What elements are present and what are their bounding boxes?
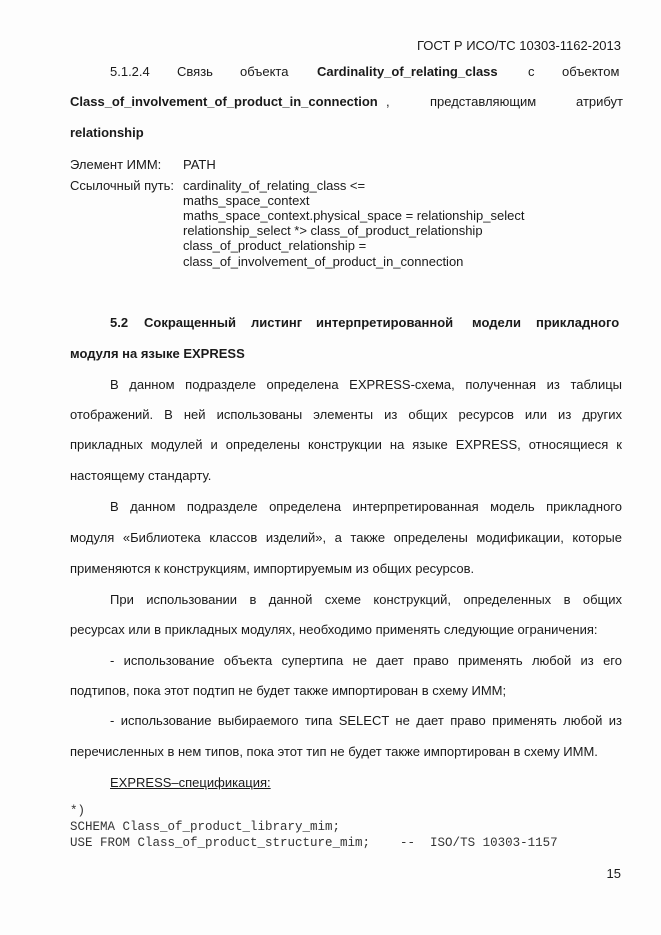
word-obektom: объектом <box>562 64 620 79</box>
p1-line: настоящему стандарту. <box>70 468 212 483</box>
heading-word: Сокращенный <box>144 315 237 330</box>
p2-line: применяются к конструкциям, импортируемым из общих ресурсов. <box>70 561 475 576</box>
bullet-2-line: перечисленных в нем типов, пока этот тип не будет также импортирован в схему ИММ. <box>70 744 598 759</box>
word-obekta: объекта <box>240 64 289 79</box>
ref-path-line: maths_space_context.physical_space = relationship_select <box>183 208 525 223</box>
heading-word: листинг <box>251 315 303 330</box>
code-line: USE FROM Class_of_product_structure_mim; -- ISO/TS 10303-1157 <box>70 836 558 850</box>
p2-line: модуля «Библиотека классов изделий», а также определены модификации, которые <box>70 530 622 545</box>
word-svyaz: Связь <box>177 64 213 79</box>
ref-path-line: maths_space_context <box>183 193 310 208</box>
p1-line: В данном подразделе определена EXPRESS-схема, полученная из таблицы <box>110 377 622 392</box>
p3-line: ресурсах или в прикладных модулях, необходимо применять следующие ограничения: <box>70 622 598 637</box>
heading-word: интерпретированной <box>316 315 454 330</box>
bullet-1-line: подтипов, пока этот подтип не будет также импортирован в схему ИММ; <box>70 683 507 698</box>
element-value: PATH <box>183 157 216 172</box>
page-number: 15 <box>606 866 621 881</box>
attribute-name: relationship <box>70 125 144 140</box>
ref-path-line: class_of_product_relationship = <box>183 238 367 253</box>
ref-path-line: class_of_involvement_of_product_in_connection <box>183 254 464 269</box>
entity-name: Cardinality_of_relating_class <box>317 64 498 79</box>
ref-path-line: cardinality_of_relating_class <= <box>183 178 366 193</box>
p2-line: В данном подразделе определена интерпретированная модель прикладного <box>110 499 622 514</box>
express-spec-label: EXPRESS–спецификация: <box>110 775 271 790</box>
heading-word: модели <box>472 315 521 330</box>
word-s: с <box>528 64 535 79</box>
ref-path-line: relationship_select *> class_of_product_relationship <box>183 223 483 238</box>
comma: , <box>386 94 390 109</box>
code-line: *) <box>70 804 86 818</box>
word-predstavlyayushchim: представляющим <box>430 94 537 109</box>
heading-word: прикладного <box>536 315 620 330</box>
p3-line: При использовании в данной схеме конструкций, определенных в общих <box>110 592 622 607</box>
standard-header: ГОСТ Р ИСО/ТС 10303-1162-2013 <box>416 38 621 53</box>
bullet-1-line: - использование объекта супертипа не дает право применять любой из его <box>110 653 622 668</box>
bullet-2-line: - использование выбираемого типа SELECT не дает право применять любой из <box>110 713 622 728</box>
target-entity: Class_of_involvement_of_product_in_connection <box>70 94 378 109</box>
ref-path-label: Ссылочный путь: <box>70 178 174 193</box>
p1-line: прикладных модулей и определены конструкции на языке EXPRESS, относящиеся к <box>70 437 622 452</box>
clause-number: 5.1.2.4 <box>110 64 150 79</box>
p1-line: отображений. В ней использованы элементы из общих ресурсов или из других <box>70 407 622 422</box>
heading-word: 5.2 <box>110 315 129 330</box>
code-line: SCHEMA Class_of_product_library_mim; <box>70 820 341 834</box>
heading-line-2: модуля на языке EXPRESS <box>70 346 245 361</box>
word-atribut: атрибут <box>576 94 624 109</box>
element-label: Элемент ИММ: <box>70 157 162 172</box>
